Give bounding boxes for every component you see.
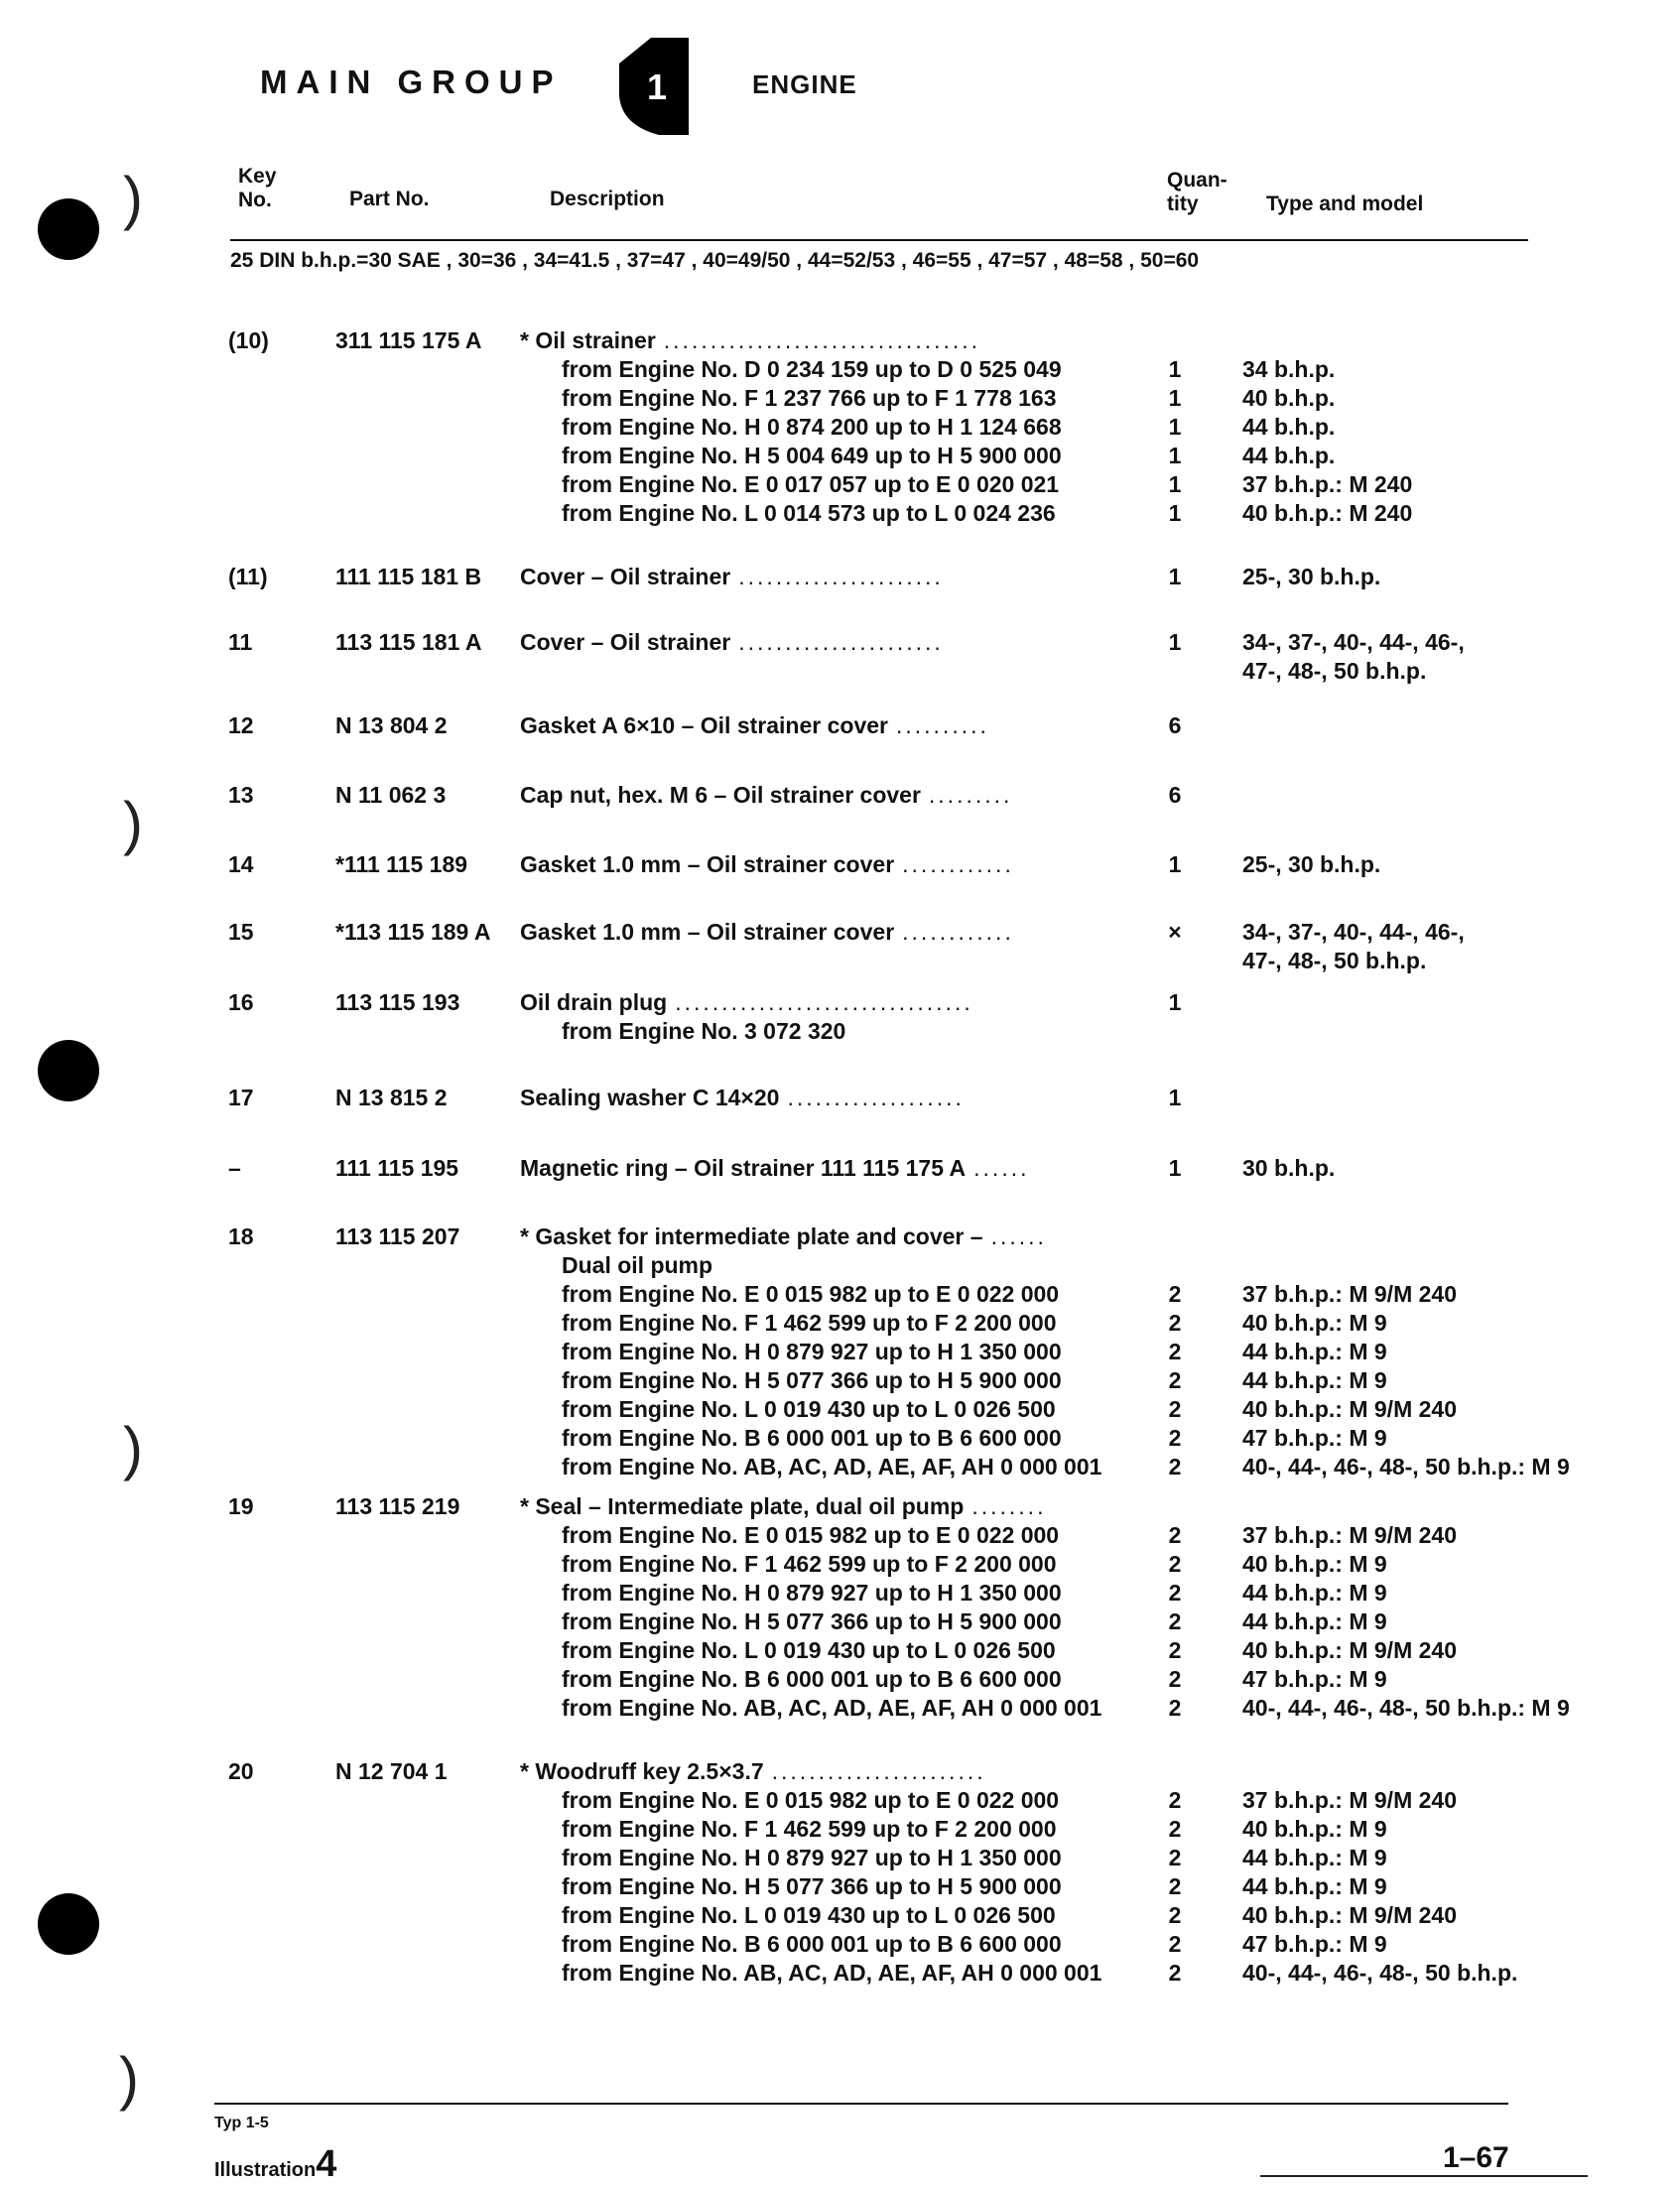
leader-dots: ............	[902, 851, 1014, 877]
quantity: 2	[1168, 1310, 1182, 1336]
engine-range-line	[0, 1252, 1680, 1281]
type-model: 44 b.h.p.: M 9	[1242, 1845, 1387, 1870]
part-entry	[0, 1758, 1680, 1989]
quantity: 2	[1168, 1608, 1182, 1634]
engine-range: from Engine No. E 0 017 057 up to E 0 020 021	[562, 471, 1060, 497]
type-model: 40 b.h.p.: M 9	[1242, 1816, 1387, 1842]
description-text: * Gasket for intermediate plate and cover –	[520, 1223, 983, 1249]
engine-range: from Engine No. E 0 015 982 up to E 0 022 000	[562, 1281, 1060, 1307]
quantity: 1	[1168, 1155, 1182, 1181]
quantity: 2	[1168, 1551, 1182, 1577]
quantity: 2	[1168, 1367, 1182, 1393]
engine-range-line	[0, 1367, 1680, 1396]
scan-mark: )	[123, 165, 143, 231]
engine-range: from Engine No. AB, AC, AD, AE, AF, AH 0 000 001	[562, 1960, 1102, 1986]
key-number: 14	[228, 851, 254, 877]
part-number: N 13 804 2	[335, 712, 448, 738]
leader-dots: .........	[928, 782, 1013, 808]
key-number: 15	[228, 919, 254, 945]
col-qty-line2: tity	[1167, 193, 1199, 215]
part-entry	[0, 327, 1680, 529]
part-entry	[0, 1085, 1680, 1113]
engine-range: from Engine No. H 5 077 366 up to H 5 900 000	[562, 1367, 1062, 1393]
engine-range: from Engine No. H 0 879 927 up to H 1 350 000	[562, 1339, 1062, 1364]
engine-range: from Engine No. D 0 234 159 up to D 0 525 049	[562, 356, 1062, 382]
description	[520, 327, 980, 354]
footer-illustration	[214, 2143, 336, 2186]
leader-dots: ........	[971, 1493, 1047, 1519]
page-number: 1–67	[1443, 2141, 1509, 2174]
group-badge-shape	[613, 36, 695, 137]
description	[520, 782, 1012, 809]
engine-range: from Engine No. AB, AC, AD, AE, AF, AH 0 000 001	[562, 1695, 1102, 1721]
col-key-heading	[238, 165, 277, 212]
scan-mark: )	[123, 1415, 143, 1481]
quantity: 6	[1168, 712, 1182, 738]
type-model: 37 b.h.p.: M 9/M 240	[1242, 1787, 1457, 1813]
leader-dots: ............	[902, 919, 1014, 945]
quantity: 1	[1168, 385, 1182, 411]
engine-range: from Engine No. L 0 014 573 up to L 0 024 236	[562, 500, 1056, 526]
part-number: *111 115 189	[335, 851, 468, 877]
engine-range-line	[0, 1018, 1680, 1047]
entry-type-continuation	[0, 658, 1680, 687]
engine-range: from Engine No. L 0 019 430 up to L 0 026 500	[562, 1637, 1056, 1663]
entry-main-line	[0, 1155, 1680, 1184]
group-number-badge	[613, 36, 695, 137]
part-number: *113 115 189 A	[335, 919, 491, 945]
part-entry	[0, 919, 1680, 976]
quantity: 2	[1168, 1425, 1182, 1451]
entry-main-line	[0, 1493, 1680, 1522]
type-model: 40 b.h.p.: M 9/M 240	[1242, 1902, 1457, 1928]
engine-range-line	[0, 1396, 1680, 1425]
engine-range-line	[0, 1960, 1680, 1989]
quantity: 6	[1168, 782, 1182, 808]
engine-range: from Engine No. 3 072 320	[562, 1018, 846, 1044]
engine-range-line	[0, 1454, 1680, 1482]
description	[520, 989, 973, 1016]
quantity: 2	[1168, 1816, 1182, 1842]
key-number: 17	[228, 1085, 254, 1110]
type-model: 25-, 30 b.h.p.	[1242, 851, 1381, 877]
type-model: 40 b.h.p.	[1242, 385, 1336, 411]
quantity: 2	[1168, 1281, 1182, 1307]
illustration-label: Illustration	[214, 2159, 317, 2181]
part-entry	[0, 1155, 1680, 1184]
quantity: 2	[1168, 1873, 1182, 1899]
type-model-continued: 47-, 48-, 50 b.h.p.	[1242, 658, 1427, 684]
engine-range-line	[0, 1902, 1680, 1931]
entry-main-line	[0, 1223, 1680, 1252]
engine-range-line	[0, 1845, 1680, 1873]
quantity: ×	[1168, 919, 1182, 945]
part-number: 113 115 193	[335, 989, 460, 1015]
type-model: 37 b.h.p.: M 240	[1242, 471, 1413, 497]
type-model: 47 b.h.p.: M 9	[1242, 1931, 1387, 1957]
type-model: 34-, 37-, 40-, 44-, 46-,	[1242, 919, 1465, 945]
leader-dots: ......	[973, 1155, 1030, 1181]
quantity: 2	[1168, 1845, 1182, 1870]
key-number: 20	[228, 1758, 254, 1784]
type-model: 40-, 44-, 46-, 48-, 50 b.h.p.: M 9	[1242, 1695, 1570, 1721]
description	[520, 1758, 986, 1785]
leader-dots: ......	[990, 1223, 1047, 1249]
engine-range: from Engine No. B 6 000 001 up to B 6 600 000	[562, 1425, 1062, 1451]
quantity: 1	[1168, 564, 1182, 589]
section-title: ENGINE	[752, 69, 857, 99]
engine-range-line	[0, 1580, 1680, 1608]
type-model: 44 b.h.p.: M 9	[1242, 1580, 1387, 1606]
engine-range: from Engine No. F 1 462 599 up to F 2 200 000	[562, 1816, 1057, 1842]
entry-main-line	[0, 851, 1680, 880]
engine-range-line	[0, 1873, 1680, 1902]
engine-range-line	[0, 1666, 1680, 1695]
type-model: 37 b.h.p.: M 9/M 240	[1242, 1522, 1457, 1548]
part-entry	[0, 782, 1680, 811]
engine-range: Dual oil pump	[562, 1252, 713, 1278]
entry-main-line	[0, 564, 1680, 592]
entry-main-line	[0, 629, 1680, 658]
key-number: 13	[228, 782, 254, 808]
engine-range-line	[0, 1551, 1680, 1580]
engine-range-line	[0, 1637, 1680, 1666]
part-entry	[0, 629, 1680, 687]
quantity: 2	[1168, 1695, 1182, 1721]
type-model: 44 b.h.p.	[1242, 443, 1336, 468]
engine-range: from Engine No. E 0 015 982 up to E 0 022 000	[562, 1787, 1060, 1813]
key-number: 18	[228, 1223, 254, 1249]
quantity: 2	[1168, 1454, 1182, 1479]
description-text: * Seal – Intermediate plate, dual oil pump	[520, 1493, 965, 1519]
description	[520, 1155, 1030, 1182]
type-model: 47 b.h.p.: M 9	[1242, 1666, 1387, 1692]
illustration-number: 4	[316, 2143, 337, 2185]
key-number: 19	[228, 1493, 254, 1519]
leader-dots: ......................	[738, 629, 944, 655]
entry-main-line	[0, 989, 1680, 1018]
leader-dots: ................................	[675, 989, 973, 1015]
entry-main-line	[0, 782, 1680, 811]
entry-main-line	[0, 712, 1680, 741]
type-model: 44 b.h.p.: M 9	[1242, 1339, 1387, 1364]
engine-range: from Engine No. B 6 000 001 up to B 6 600 000	[562, 1931, 1062, 1957]
part-entry	[0, 1223, 1680, 1482]
quantity: 1	[1168, 356, 1182, 382]
leader-dots: ......................	[738, 564, 944, 589]
type-model: 40 b.h.p.: M 9	[1242, 1310, 1387, 1336]
entry-type-continuation	[0, 948, 1680, 976]
din-sae-conversion-note: 25 DIN b.h.p.=30 SAE , 30=36 , 34=41.5 , 37=47 , 40=49/50 , 44=52/53 , 46=55 , 47=57 , 48=58 , 50=60	[230, 249, 1200, 272]
part-number: 111 115 195	[335, 1155, 459, 1181]
part-number: N 13 815 2	[335, 1085, 448, 1110]
quantity: 2	[1168, 1580, 1182, 1606]
description-text: Magnetic ring – Oil strainer 111 115 175 A	[520, 1155, 967, 1181]
leader-dots: ..........	[895, 712, 989, 738]
leader-dots: ..................................	[663, 327, 981, 353]
quantity: 1	[1168, 471, 1182, 497]
part-entry	[0, 989, 1680, 1047]
part-entry	[0, 1493, 1680, 1724]
engine-range: from Engine No. E 0 015 982 up to E 0 022 000	[562, 1522, 1060, 1548]
description	[520, 629, 944, 656]
engine-range-line	[0, 1310, 1680, 1339]
engine-range: from Engine No. B 6 000 001 up to B 6 600 000	[562, 1666, 1062, 1692]
description	[520, 1223, 1047, 1250]
quantity: 2	[1168, 1522, 1182, 1548]
key-number: (10)	[228, 327, 269, 353]
engine-range-line	[0, 414, 1680, 443]
type-model-continued: 47-, 48-, 50 b.h.p.	[1242, 948, 1427, 973]
quantity: 1	[1168, 629, 1182, 655]
description-text: Cap nut, hex. M 6 – Oil strainer cover	[520, 782, 921, 808]
col-quantity-heading	[1167, 169, 1228, 216]
leader-dots: .......................	[771, 1758, 986, 1784]
quantity: 1	[1168, 989, 1182, 1015]
description-text: Gasket A 6×10 – Oil strainer cover	[520, 712, 888, 738]
header-rule	[230, 239, 1528, 241]
engine-range-line	[0, 1522, 1680, 1551]
entry-main-line	[0, 1085, 1680, 1113]
quantity: 2	[1168, 1787, 1182, 1813]
quantity: 2	[1168, 1637, 1182, 1663]
part-number: N 12 704 1	[335, 1758, 448, 1784]
type-model: 44 b.h.p.: M 9	[1242, 1608, 1387, 1634]
col-qty-line1: Quan-	[1167, 169, 1228, 192]
part-number: 113 115 181 A	[335, 629, 482, 655]
description	[520, 712, 989, 739]
engine-range: from Engine No. H 5 077 366 up to H 5 900 000	[562, 1608, 1062, 1634]
binder-hole	[38, 1893, 99, 1955]
description-text: Oil drain plug	[520, 989, 668, 1015]
type-model: 37 b.h.p.: M 9/M 240	[1242, 1281, 1457, 1307]
part-number: 113 115 207	[335, 1223, 460, 1249]
type-model: 40 b.h.p.: M 9/M 240	[1242, 1637, 1457, 1663]
part-number: N 11 062 3	[335, 782, 447, 808]
entry-main-line	[0, 919, 1680, 948]
engine-range: from Engine No. H 0 879 927 up to H 1 350 000	[562, 1845, 1062, 1870]
footer-typ: Typ 1-5	[214, 2115, 269, 2131]
key-number: 16	[228, 989, 254, 1015]
description-text: Gasket 1.0 mm – Oil strainer cover	[520, 851, 895, 877]
engine-range-line	[0, 471, 1680, 500]
description	[520, 1085, 965, 1111]
engine-range-line	[0, 1787, 1680, 1816]
quantity: 1	[1168, 500, 1182, 526]
description-text: Sealing washer C 14×20	[520, 1085, 780, 1110]
engine-range-line	[0, 1816, 1680, 1845]
description-text: Cover – Oil strainer	[520, 564, 731, 589]
type-model: 40 b.h.p.: M 9	[1242, 1551, 1387, 1577]
engine-range-line	[0, 356, 1680, 385]
description	[520, 1493, 1046, 1520]
key-number: (11)	[228, 564, 268, 589]
quantity: 1	[1168, 1085, 1182, 1110]
engine-range-line	[0, 1695, 1680, 1724]
type-model: 25-, 30 b.h.p.	[1242, 564, 1381, 589]
entry-main-line	[0, 1758, 1680, 1787]
type-model: 40-, 44-, 46-, 48-, 50 b.h.p.: M 9	[1242, 1454, 1570, 1479]
type-model: 40 b.h.p.: M 240	[1242, 500, 1413, 526]
engine-range-line	[0, 1425, 1680, 1454]
description	[520, 851, 1014, 878]
description-text: * Woodruff key 2.5×3.7	[520, 1758, 764, 1784]
part-number: 111 115 181 B	[335, 564, 482, 589]
type-model: 40-, 44-, 46-, 48-, 50 b.h.p.	[1242, 1960, 1518, 1986]
key-number: –	[228, 1155, 241, 1181]
engine-range-line	[0, 385, 1680, 414]
key-number: 12	[228, 712, 254, 738]
engine-range: from Engine No. F 1 462 599 up to F 2 200 000	[562, 1551, 1057, 1577]
description	[520, 564, 944, 590]
engine-range: from Engine No. L 0 019 430 up to L 0 026 500	[562, 1902, 1056, 1928]
quantity: 2	[1168, 1902, 1182, 1928]
engine-range-line	[0, 1281, 1680, 1310]
description-text: Cover – Oil strainer	[520, 629, 731, 655]
quantity: 1	[1168, 443, 1182, 468]
type-model: 44 b.h.p.	[1242, 414, 1336, 440]
scan-mark: )	[119, 2045, 139, 2112]
main-group-title: MAIN GROUP	[260, 64, 563, 100]
type-model: 30 b.h.p.	[1242, 1155, 1336, 1181]
description-text: Gasket 1.0 mm – Oil strainer cover	[520, 919, 895, 945]
page-number-rule	[1260, 2175, 1588, 2177]
quantity: 2	[1168, 1931, 1182, 1957]
engine-range: from Engine No. F 1 237 766 up to F 1 778 163	[562, 385, 1057, 411]
engine-range: from Engine No. AB, AC, AD, AE, AF, AH 0 000 001	[562, 1454, 1102, 1479]
part-entry	[0, 851, 1680, 880]
engine-range-line	[0, 1608, 1680, 1637]
description-text: * Oil strainer	[520, 327, 656, 353]
engine-range: from Engine No. H 5 077 366 up to H 5 900 000	[562, 1873, 1062, 1899]
part-entry	[0, 564, 1680, 592]
engine-range: from Engine No. H 5 004 649 up to H 5 900 000	[562, 443, 1062, 468]
col-description-heading: Description	[550, 188, 665, 210]
col-part-heading: Part No.	[349, 188, 430, 210]
engine-range: from Engine No. H 0 874 200 up to H 1 124 668	[562, 414, 1062, 440]
col-type-heading: Type and model	[1266, 193, 1424, 215]
engine-range: from Engine No. L 0 019 430 up to L 0 026 500	[562, 1396, 1056, 1422]
scan-mark: )	[123, 790, 143, 856]
col-key-line1: Key	[238, 165, 277, 188]
description	[520, 919, 1014, 946]
engine-range-line	[0, 500, 1680, 529]
engine-range-line	[0, 1339, 1680, 1367]
part-entry	[0, 712, 1680, 741]
quantity: 1	[1168, 851, 1182, 877]
quantity: 2	[1168, 1960, 1182, 1986]
quantity: 2	[1168, 1339, 1182, 1364]
type-model: 44 b.h.p.: M 9	[1242, 1873, 1387, 1899]
type-model: 47 b.h.p.: M 9	[1242, 1425, 1387, 1451]
engine-range-line	[0, 443, 1680, 471]
engine-range-line	[0, 1931, 1680, 1960]
col-key-line2: No.	[238, 189, 272, 211]
leader-dots: ...................	[787, 1085, 965, 1110]
quantity: 1	[1168, 414, 1182, 440]
part-number: 113 115 219	[335, 1493, 460, 1519]
key-number: 11	[228, 629, 253, 655]
part-number: 311 115 175 A	[335, 327, 482, 353]
binder-hole	[38, 198, 99, 260]
footer-rule	[214, 2103, 1508, 2105]
engine-range: from Engine No. F 1 462 599 up to F 2 200 000	[562, 1310, 1057, 1336]
entry-main-line	[0, 327, 1680, 356]
type-model: 40 b.h.p.: M 9/M 240	[1242, 1396, 1457, 1422]
type-model: 34 b.h.p.	[1242, 356, 1336, 382]
group-number: 1	[646, 66, 668, 107]
engine-range: from Engine No. H 0 879 927 up to H 1 350 000	[562, 1580, 1062, 1606]
binder-hole	[38, 1040, 99, 1101]
type-model: 34-, 37-, 40-, 44-, 46-,	[1242, 629, 1465, 655]
quantity: 2	[1168, 1666, 1182, 1692]
type-model: 44 b.h.p.: M 9	[1242, 1367, 1387, 1393]
quantity: 2	[1168, 1396, 1182, 1422]
